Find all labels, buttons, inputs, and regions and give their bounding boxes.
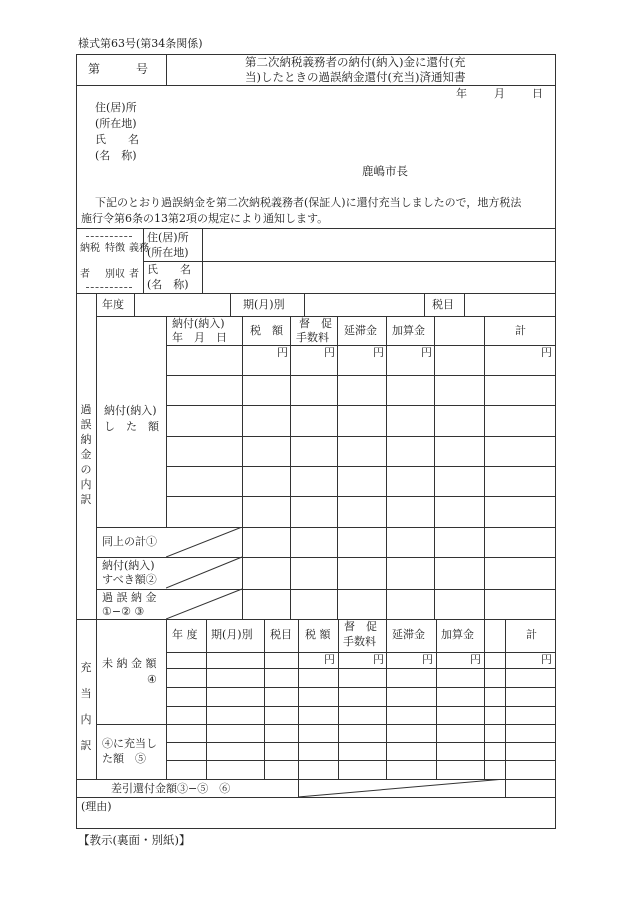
yen-dun: 円 <box>324 346 335 359</box>
title-line2: 当)したときの過誤納金還付(充当)済通知書 <box>245 70 466 84</box>
appr-tax-item-header: 税目 <box>270 628 292 641</box>
due-label-1: 納付(納入) <box>102 559 155 572</box>
refund-diagonal <box>298 779 506 798</box>
applied-label-1: ④に充当し <box>102 737 157 750</box>
paid-date-h1: 納付(納入) <box>172 317 225 330</box>
date-year: 年 <box>456 87 467 100</box>
diagonal-lines <box>166 527 243 619</box>
yen-late: 円 <box>373 346 384 359</box>
taxpayer-name-sub: (名 称) <box>147 278 189 291</box>
addressee-address-label: 住(居)所 <box>95 101 137 114</box>
footer-instruction: 【教示(裏面・別紙)】 <box>78 833 191 847</box>
appr-year-header: 年 度 <box>172 628 198 641</box>
paid-amount-2: し た 額 <box>104 420 159 433</box>
appr-yen-add: 円 <box>470 653 481 666</box>
number-label: 第 号 <box>88 62 149 76</box>
yen-total: 円 <box>541 346 552 359</box>
yen-tax: 円 <box>277 346 288 359</box>
appr-yen-dun: 円 <box>373 653 384 666</box>
taxpayer-address-label: 住(居)所 <box>147 231 189 244</box>
date-day: 日 <box>532 87 543 100</box>
reason-label: (理由) <box>81 800 112 813</box>
late-fee-header: 延滞金 <box>344 324 377 337</box>
taxpayer-col-c2: 者 <box>80 269 90 280</box>
yen-add: 円 <box>421 346 432 359</box>
taxpayer-name-label: 氏 名 <box>147 263 191 276</box>
taxpayer-col-a2: 別収 <box>105 269 125 280</box>
addressee-name-label: 氏 名 <box>95 133 139 146</box>
body-text-line2: 施行令第6条の13第2項の規定により通知します。 <box>81 212 329 225</box>
appr-yen-total: 円 <box>541 653 552 666</box>
over-label-1: 過 誤 納 金 <box>102 591 157 604</box>
appr-total-header: 計 <box>526 628 537 641</box>
overpay-year-label: 年度 <box>102 298 124 311</box>
appropriation-side-label: 充当内訳 <box>80 661 92 752</box>
subtotal-label: 同上の計① <box>102 535 157 548</box>
dun-fee-header-2: 手数料 <box>296 331 329 344</box>
taxpayer-col-b2: 者 <box>129 269 139 280</box>
appr-yen-late: 円 <box>422 653 433 666</box>
appr-add-tax-header: 加算金 <box>441 628 474 641</box>
taxpayer-col-a: 特徴 <box>105 243 125 254</box>
tax-amount-header: 税 額 <box>250 324 283 337</box>
overpay-side-label: 過誤納金の内訳 <box>80 403 92 506</box>
due-label-2: すべき額② <box>102 573 157 586</box>
appr-yen-tax: 円 <box>324 653 335 666</box>
form-id: 様式第63号(第34条関係) <box>78 37 203 50</box>
paid-date-h2: 年 月 日 <box>172 331 227 344</box>
refund-label: 差引還付金額③−⑤ ⑥ <box>111 782 231 795</box>
taxpayer-address-sub: (所在地) <box>147 246 189 259</box>
title-line1: 第二次納税義務者の納付(納入)金に還付(充 <box>245 55 466 69</box>
add-tax-header: 加算金 <box>392 324 425 337</box>
unpaid-label-2: ④ <box>147 673 157 686</box>
paid-amount-1: 納付(納入) <box>104 404 157 417</box>
overpay-period-label: 期(月)別 <box>243 298 285 311</box>
total-header: 計 <box>515 324 526 337</box>
date-month: 月 <box>494 87 505 100</box>
appr-tax-amount-header: 税 額 <box>305 628 331 641</box>
appr-dun-fee-1: 督 促 <box>344 620 377 633</box>
appr-late-fee-header: 延滞金 <box>392 628 425 641</box>
addressee-address-sub: (所在地) <box>95 117 137 130</box>
applied-label-2: た額 ⑤ <box>102 752 146 765</box>
dun-fee-header-1: 督 促 <box>299 317 332 330</box>
issuer: 鹿嶋市長 <box>362 164 408 178</box>
appr-period-header: 期(月)別 <box>211 628 253 641</box>
taxpayer-col-b: 義務 <box>129 243 149 254</box>
appr-dun-fee-2: 手数料 <box>343 635 376 648</box>
overpay-tax-item-label: 税目 <box>432 298 454 311</box>
unpaid-label-1: 未 納 金 額 <box>102 657 157 670</box>
over-label-2: ①−② ③ <box>102 605 145 618</box>
addressee-name-sub: (名 称) <box>95 149 137 162</box>
body-text-line1: 下記のとおり過誤納金を第二次納税義務者(保証人)に還付充当しましたので，地方税法 <box>95 196 522 209</box>
taxpayer-col-c: 納税 <box>80 243 100 254</box>
